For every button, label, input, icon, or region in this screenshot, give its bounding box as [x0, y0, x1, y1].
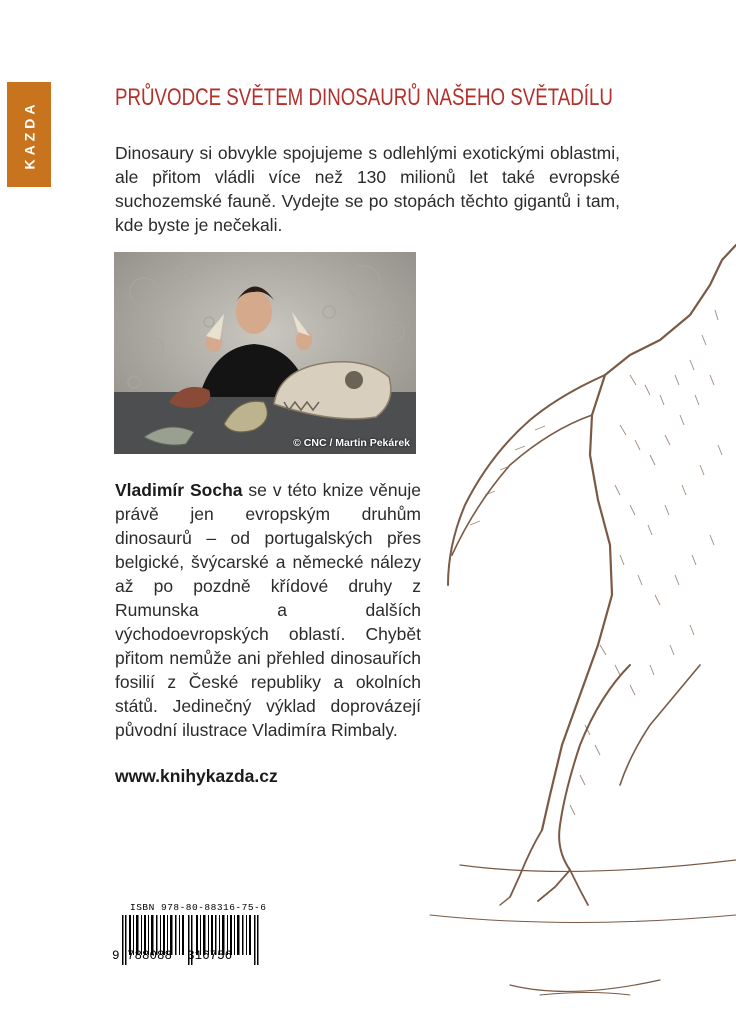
barcode-digits: [112, 949, 232, 963]
barcode-group-1: 788088: [127, 949, 173, 963]
author-name: Vladimír Socha: [115, 480, 243, 500]
isbn-barcode: [110, 897, 272, 997]
publisher-website: www.knihykazda.cz: [115, 766, 278, 786]
barcode-group-2: 316756: [187, 949, 233, 963]
book-subtitle: PRŮVODCE SVĚTEM DINOSAURŮ NAŠEHO SVĚTADÍLU: [115, 84, 613, 111]
barcode-bars: [110, 897, 272, 997]
publisher-tab: [7, 82, 51, 187]
author-bio-text: se v této knize věnuje právě jen evropským druhům dinosaurů – od portugalských přes belgické, švýcarské a německé nálezy až po pozdně křídové druhy z Rumunska a dalších východoevropských oblastí. Chybět přitom nemůže ani přehled dinosauřích fosilií z České republiky a okolních států. Jedinečný výklad doprovázejí původní ilustrace Vladimíra Rimbaly.: [115, 480, 421, 740]
barcode-lead-digit: 9: [112, 949, 120, 963]
intro-paragraph: Dinosaury si obvykle spojujeme s odlehlými exotickými oblastmi, ale přitom vládli více než 130 milionů let také evropské suchozemské fauně. Vydejte se po stopách těchto gigantů i tam, kde byste je nečekali.: [115, 143, 620, 235]
photo-credit: © CNC / Martin Pekárek: [293, 437, 410, 449]
isbn-number: ISBN 978-80-88316-75-6: [130, 902, 267, 913]
publisher-tab-label: KAZDA: [21, 100, 37, 169]
dinosaur-sketch: [330, 225, 736, 1024]
